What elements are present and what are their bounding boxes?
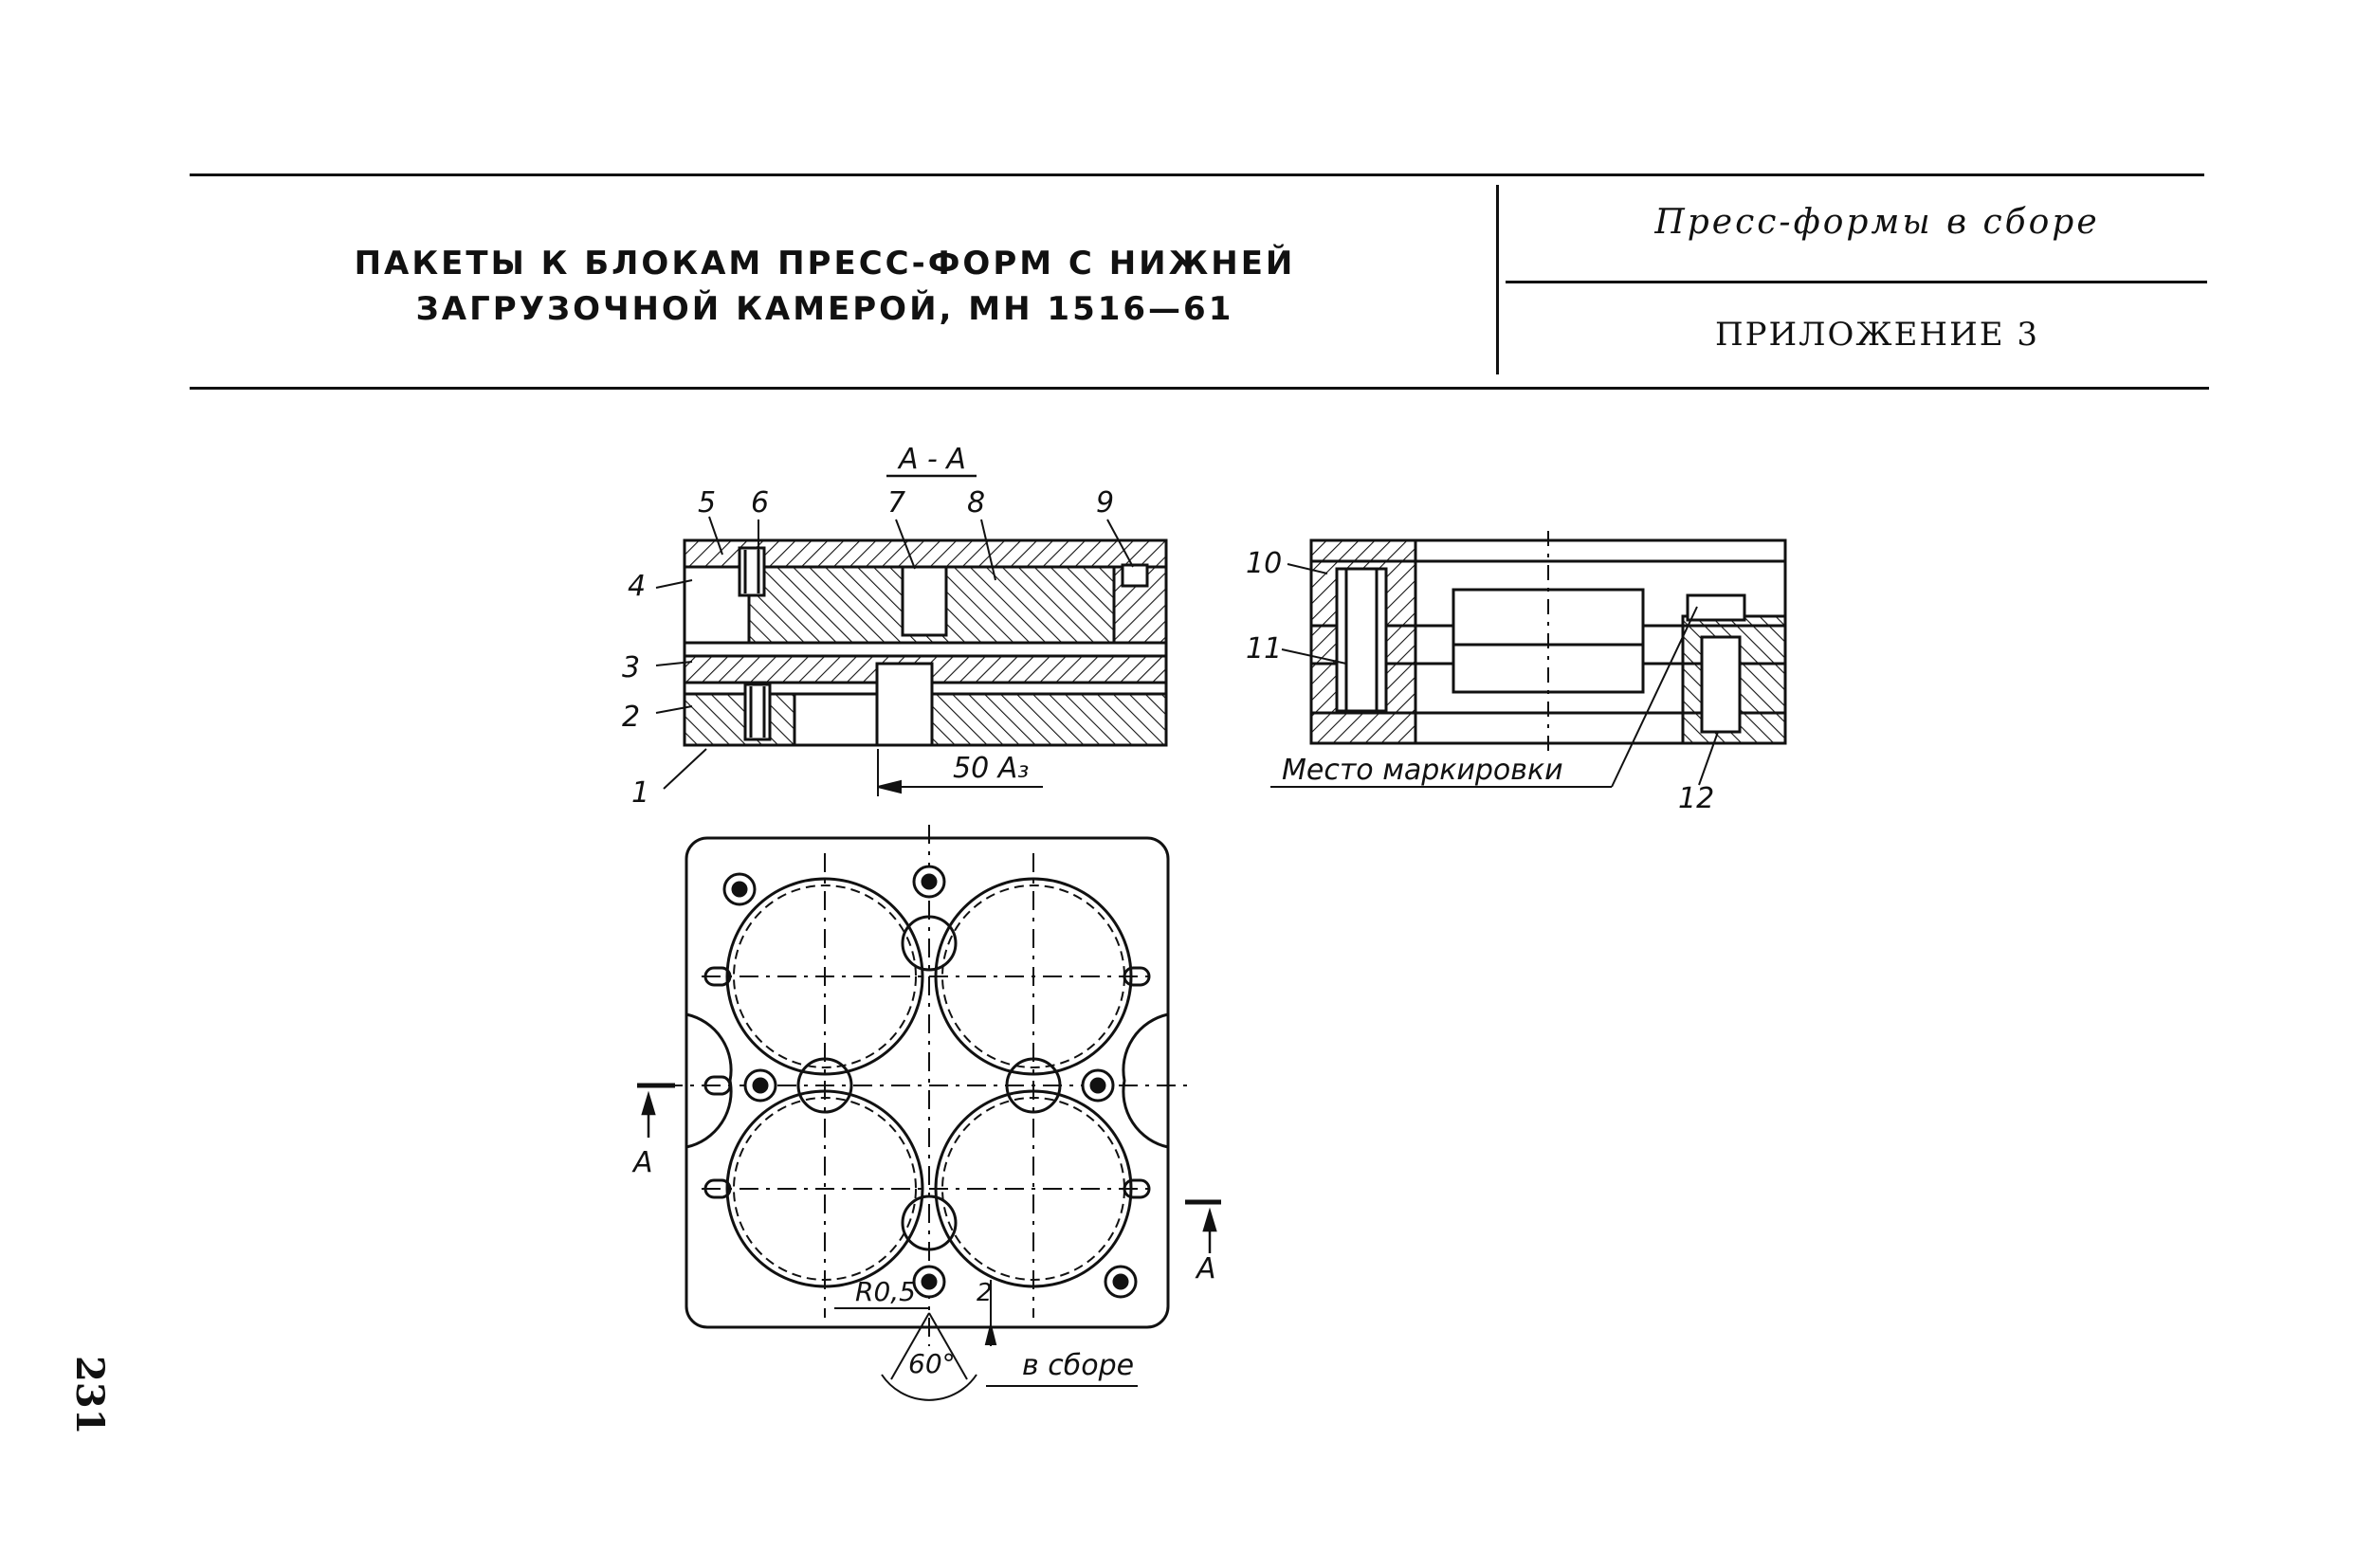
depth-label: 2 <box>977 1279 993 1307</box>
callout-7: 7 <box>887 486 906 520</box>
angle-label: 60° <box>908 1348 956 1379</box>
callout-12: 12 <box>1678 782 1715 815</box>
section-view-a-a <box>685 540 1166 745</box>
section-view-right <box>1311 531 1785 758</box>
section-arrow-letter-left: А <box>633 1146 653 1179</box>
assembly-note: в сборе <box>1022 1349 1135 1382</box>
page-number: 231 <box>67 1356 112 1435</box>
callout-5: 5 <box>698 486 717 520</box>
document-title-line1: ПАКЕТЫ К БЛОКАМ ПРЕСС-ФОРМ С НИЖНЕЙ <box>354 245 1296 283</box>
section-arrow-letter-right: А <box>1196 1252 1216 1285</box>
radius-label: R0,5 <box>855 1276 916 1307</box>
section-label: А - А <box>899 443 966 476</box>
callout-6: 6 <box>751 486 770 520</box>
marking-label: Место маркировки <box>1282 754 1563 787</box>
callout-8: 8 <box>967 486 986 520</box>
document-title-line2: ЗАГРУЗОЧНОЙ КАМЕРОЙ, МН 1516—61 <box>415 290 1234 328</box>
callout-9: 9 <box>1096 486 1115 520</box>
appendix-label: ПРИЛОЖЕНИЕ 3 <box>1714 316 2039 354</box>
callout-3: 3 <box>622 651 641 684</box>
callout-2: 2 <box>622 701 641 734</box>
callout-10: 10 <box>1246 547 1283 580</box>
dimension-50-label: 50 A₃ <box>953 752 1030 785</box>
callout-4: 4 <box>628 570 647 603</box>
callout-11: 11 <box>1246 632 1283 665</box>
section-name: Пресс-формы в сборе <box>1654 203 2100 242</box>
callout-1: 1 <box>631 776 650 810</box>
